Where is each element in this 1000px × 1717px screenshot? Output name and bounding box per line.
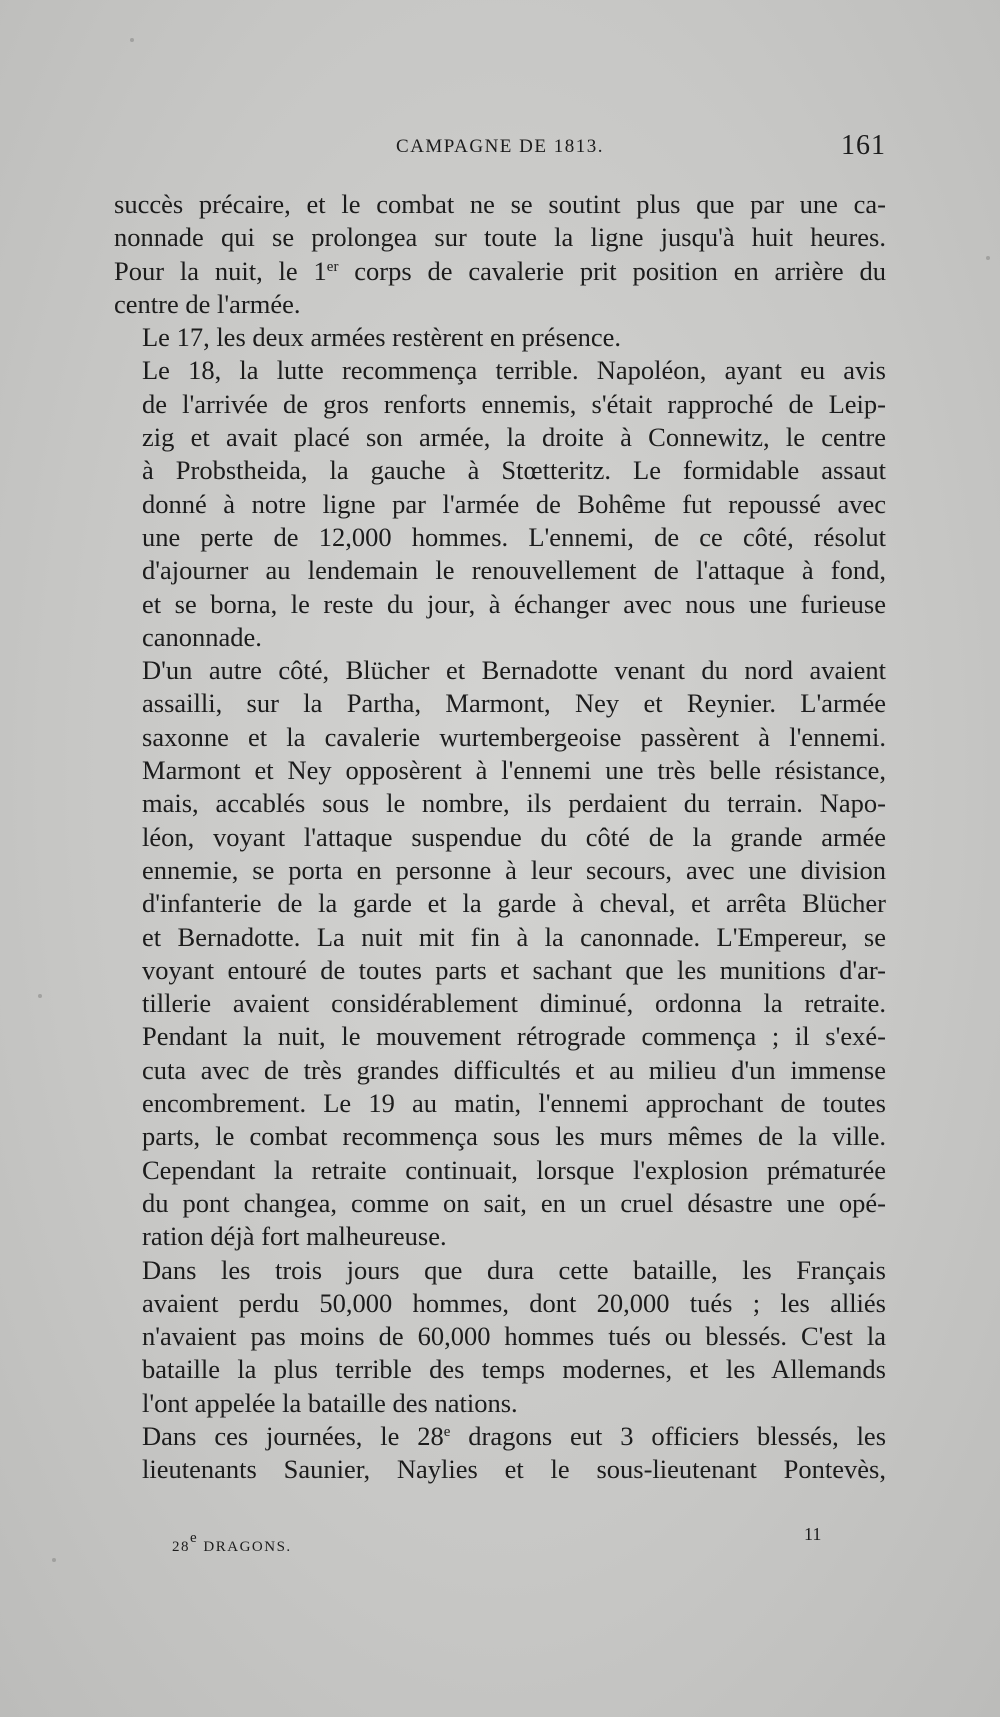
- text-line: Dans ces journées, le 28e dragons eut 3 officiers blessés, les: [142, 1420, 886, 1451]
- signature-mark: [172, 1530, 292, 1556]
- text-line: Pendant la nuit, le mouvement rétrograde commença ; il s'exé-: [142, 1021, 886, 1052]
- paper-speck: [52, 1558, 56, 1562]
- text-line: n'avaient pas moins de 60,000 hommes tués ou blessés. C'est la: [142, 1321, 886, 1352]
- text-line: une perte de 12,000 hommes. L'ennemi, de ce côté, résolut: [142, 521, 886, 552]
- running-head: [114, 130, 886, 166]
- text-line: donné à notre ligne par l'armée de Bohême fut repoussé avec: [142, 488, 886, 519]
- text-line: à Probstheida, la gauche à Stœtteritz. Le formidable assaut: [142, 455, 886, 486]
- paragraph: [114, 654, 886, 1253]
- body-text: [114, 188, 886, 1487]
- text-line: centre de l'armée.: [114, 288, 301, 319]
- text-line: Cependant la retraite continuait, lorsque l'explosion prématurée: [142, 1154, 886, 1185]
- paragraph: [114, 321, 886, 354]
- paragraph: [114, 1420, 886, 1487]
- paragraph: [114, 188, 886, 321]
- text-line: cuta avec de très grandes difficultés et au milieu d'un immense: [142, 1054, 886, 1085]
- text-line: Marmont et Ney opposèrent à l'ennemi une très belle résistance,: [142, 755, 886, 786]
- text-line: zig et avait placé son armée, la droite à Connewitz, le centre: [142, 422, 886, 453]
- text-line: ennemie, se porta en personne à leur secours, avec une division: [142, 854, 886, 885]
- text-line: bataille la plus terrible des temps modernes, et les Allemands: [142, 1354, 886, 1385]
- text-line: du pont changea, comme on sait, en un cruel désastre une opé-: [142, 1187, 886, 1218]
- text-line: D'un autre côté, Blücher et Bernadotte venant du nord avaient: [142, 655, 886, 686]
- superscript: er: [326, 258, 339, 275]
- paper-speck: [986, 256, 990, 260]
- text-line: encombrement. Le 19 au matin, l'ennemi approchant de toutes: [142, 1088, 886, 1119]
- text-line: saxonne et la cavalerie wurtembergeoise passèrent à l'ennemi.: [142, 721, 886, 752]
- text-line: l'ont appelée la bataille des nations.: [142, 1387, 518, 1418]
- text-line: et se borna, le reste du jour, à échanger avec nous une furieuse: [142, 588, 886, 619]
- signature-rest: DRAGONS.: [198, 1539, 292, 1555]
- paper-speck: [130, 38, 134, 42]
- text-line: parts, le combat recommença sous les murs mêmes de la ville.: [142, 1121, 886, 1152]
- text-line: tillerie avaient considérablement diminué, ordonna la retraite.: [142, 988, 886, 1019]
- text-line: de l'arrivée de gros renforts ennemis, s'était rapproché de Leip-: [142, 388, 886, 419]
- text-line: Dans les trois jours que dura cette bataille, les Français: [142, 1254, 886, 1285]
- text-line: succès précaire, et le combat ne se soutint plus que par une ca-: [114, 189, 886, 219]
- superscript: e: [443, 1423, 451, 1440]
- text-line: Le 17, les deux armées restèrent en présence.: [142, 322, 621, 353]
- running-head-title: CAMPAGNE DE 1813.: [396, 136, 604, 157]
- text-line: voyant entouré de toutes parts et sachant que les munitions d'ar-: [142, 954, 886, 985]
- text-line: mais, accablés sous le nombre, ils perdaient du terrain. Napo-: [142, 788, 886, 819]
- paragraph: [114, 354, 886, 654]
- text-line: canonnade.: [142, 621, 262, 652]
- text-line: Pour la nuit, le 1er corps de cavalerie prit position en arrière du: [114, 255, 886, 286]
- text-line: et Bernadotte. La nuit mit fin à la canonnade. L'Empereur, se: [142, 921, 886, 952]
- text-line: ration déjà fort malheureuse.: [142, 1221, 447, 1252]
- signature-sup: e: [190, 1530, 199, 1546]
- text-line: Le 18, la lutte recommença terrible. Napoléon, ayant eu avis: [142, 355, 886, 386]
- paragraph: [114, 1254, 886, 1420]
- text-line: avaient perdu 50,000 hommes, dont 20,000 tués ; les alliés: [142, 1287, 886, 1318]
- text-line: d'infanterie de la garde et la garde à cheval, et arrêta Blücher: [142, 888, 886, 919]
- text-line: d'ajourner au lendemain le renouvellement de l'attaque à fond,: [142, 555, 886, 586]
- text-line: lieutenants Saunier, Naylies et le sous-lieutenant Pontevès,: [142, 1454, 886, 1485]
- text-line: léon, voyant l'attaque suspendue du côté de la grande armée: [142, 821, 886, 852]
- gathering-number: 11: [804, 1524, 822, 1544]
- text-line: nonnade qui se prolongea sur toute la ligne jusqu'à huit heures.: [114, 222, 886, 253]
- text-line: assailli, sur la Partha, Marmont, Ney et Reynier. L'armée: [142, 688, 886, 719]
- paper-speck: [38, 994, 42, 998]
- page-number: 161: [841, 130, 886, 161]
- signature-base: 28: [172, 1539, 190, 1555]
